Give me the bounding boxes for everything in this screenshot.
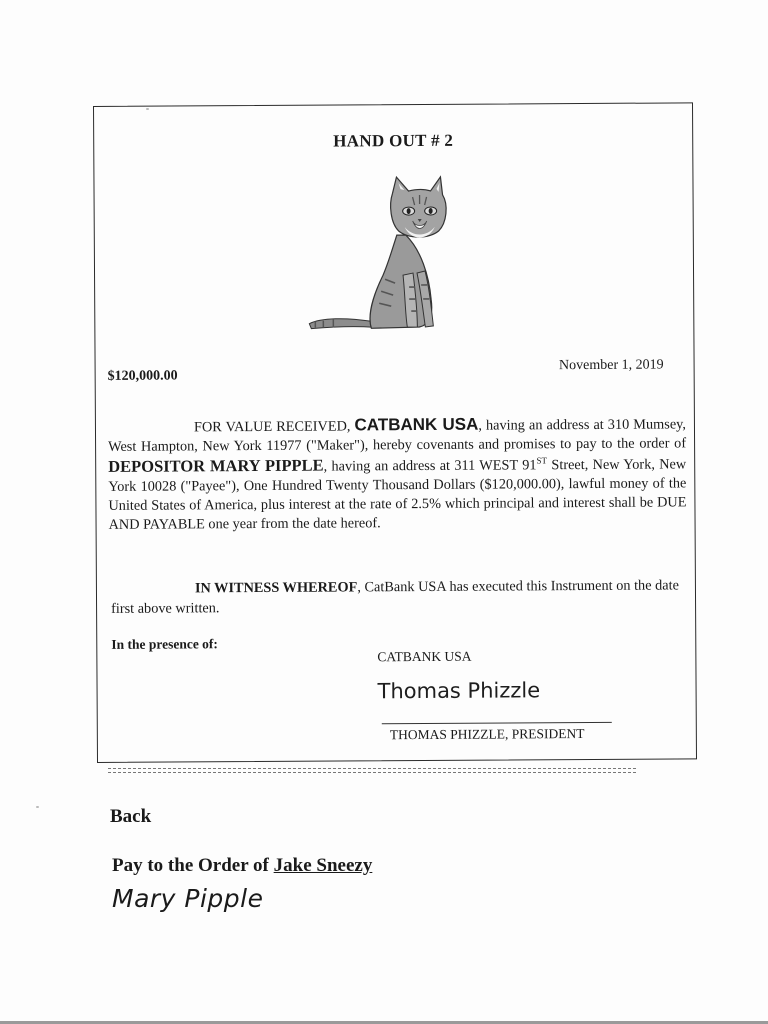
handout-title: HAND OUT # 2 — [333, 130, 454, 151]
pay-prefix: Pay to the Order of — [112, 855, 269, 876]
body-part-3: Street, New York, New York 10028 ("Payee"), One Hundred Twenty Thousand Dollars ($120,000.00), lawful money of the United States of America, plus interest at the rate of 2.5% which principal and interest shall be DUE AND PAYABLE one year from the date hereof. — [108, 456, 687, 533]
endorsee-name: Jake Sneezy — [273, 855, 373, 876]
note-date: November 1, 2019 — [558, 357, 664, 374]
scan-speck — [36, 806, 39, 808]
body-lead: FOR VALUE RECEIVED, — [193, 418, 351, 436]
presence-label: In the presence of: — [111, 636, 218, 652]
body-part-2: , having an address at 311 WEST 91 — [323, 457, 537, 475]
signature-line — [382, 722, 612, 724]
maker-name: CATBANK USA — [354, 414, 479, 435]
witness-lead: IN WITNESS WHEREOF — [194, 579, 358, 597]
cat-sitting-icon — [300, 175, 451, 334]
signature: Thomas Phizzle — [377, 678, 541, 704]
back-label: Back — [110, 806, 152, 827]
signer-company: CATBANK USA — [377, 648, 472, 665]
street-superscript: ST — [536, 455, 548, 466]
witness-text: , CatBank USA has executed this Instrument on the date first above written. — [111, 577, 679, 617]
signer-title: THOMAS PHIZZLE, PRESIDENT — [389, 726, 585, 743]
note-body — [108, 413, 687, 535]
scan-speck — [146, 108, 149, 110]
cut-line — [108, 768, 636, 777]
note-amount: $120,000.00 — [107, 368, 178, 384]
promissory-note — [93, 102, 697, 763]
witness-clause — [111, 575, 687, 619]
pay-to-order-line — [112, 855, 372, 877]
body-part-1: , having an address at 310 Mumsey, West Hampton, New York 11977 ("Maker"), hereby covenants and promises to pay to the order of — [108, 416, 687, 455]
payee-name: DEPOSITOR MARY PIPPLE — [108, 455, 324, 476]
endorsement-signature: Mary Pipple — [112, 884, 264, 913]
